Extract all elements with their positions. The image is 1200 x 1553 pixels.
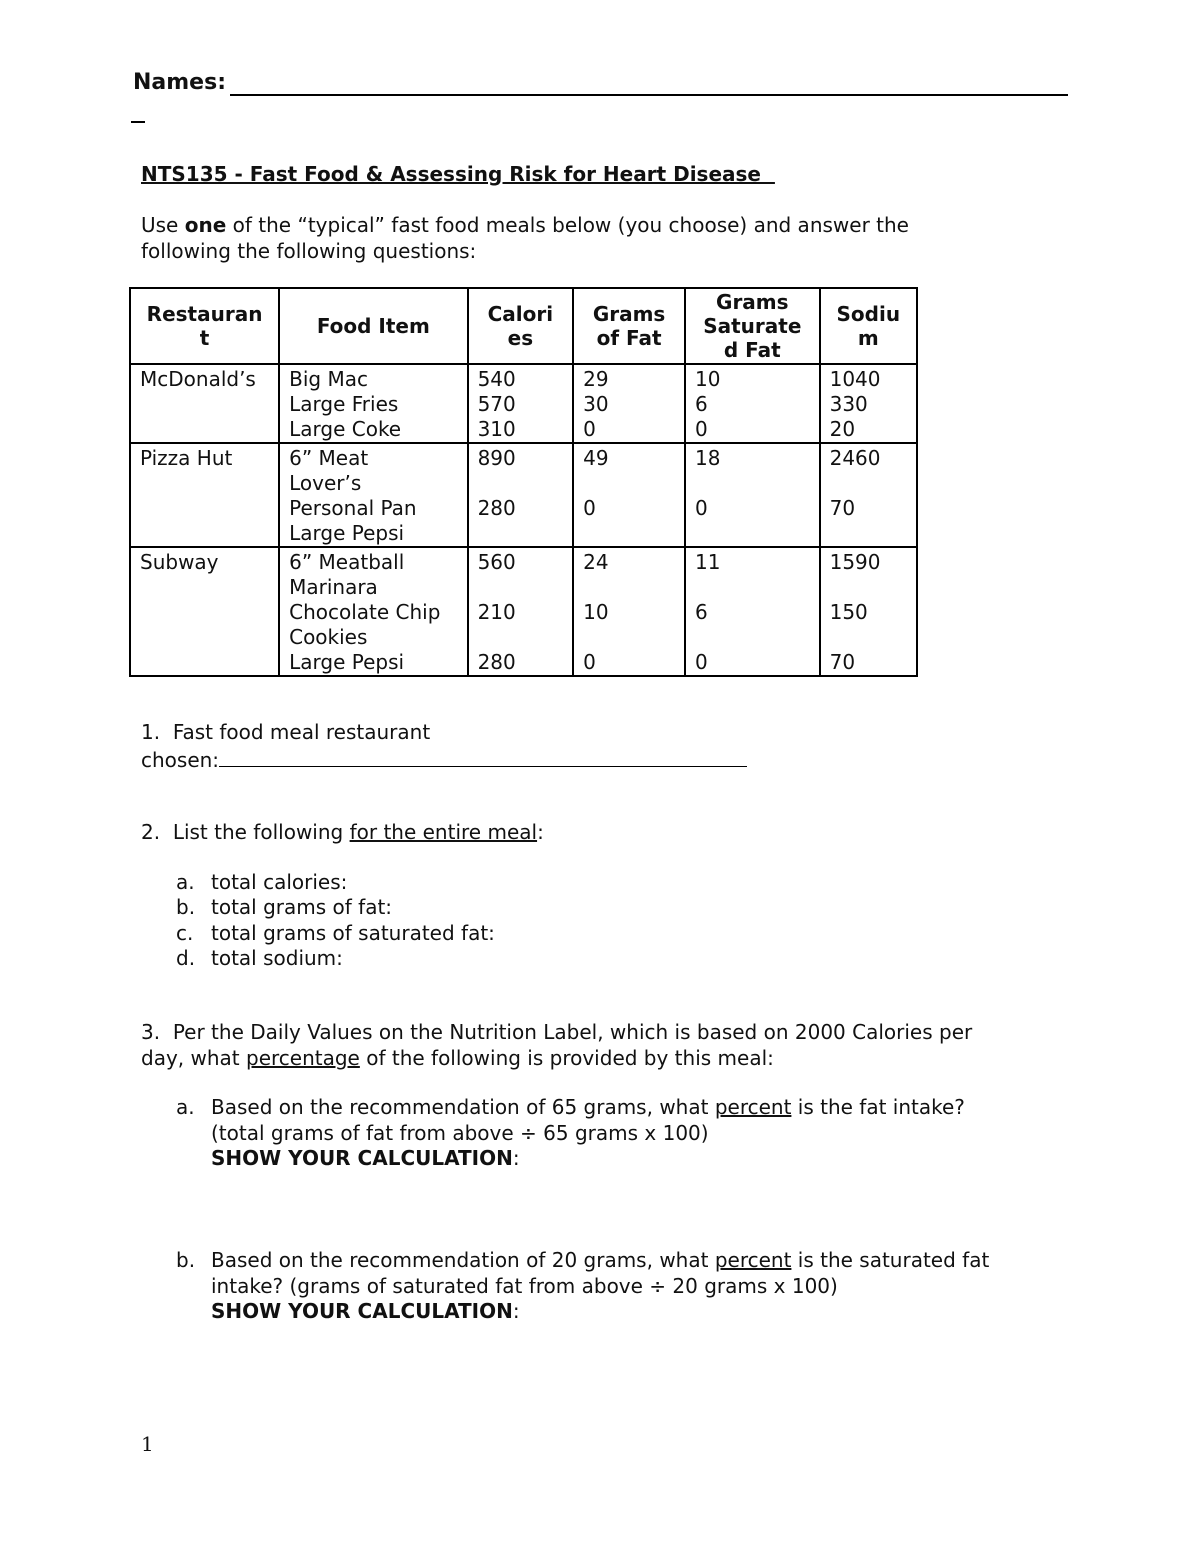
header-saturated-fat: Grams Saturate d Fat	[685, 288, 820, 364]
header-food-item: Food Item	[279, 288, 467, 364]
list-item: b. total grams of fat:	[176, 895, 393, 919]
list-item: a. total calories:	[176, 869, 348, 894]
fast-food-table	[129, 287, 918, 677]
sat-fat-cell: 11 6 0	[685, 547, 820, 676]
fat-cell: 29 30 0	[573, 364, 685, 443]
question-1: 1. Fast food meal restaurant chosen:	[141, 720, 747, 773]
sat-fat-cell: 18 0	[685, 443, 820, 547]
sodium-cell: 1040 330 20	[820, 364, 917, 443]
names-label: Names:	[133, 70, 226, 95]
page-title: NTS135 - Fast Food & Assessing Risk for Heart Disease	[141, 162, 775, 186]
restaurant-cell: Subway	[130, 547, 279, 676]
header-grams-fat: Grams of Fat	[573, 288, 685, 364]
calories-cell: 540 570 310	[468, 364, 574, 443]
question-3a: a. Based on the recommendation of 65 grams, what percent is the fat intake? (total grams of fat from above ÷ 65 grams x 100) SHOW YOUR CALCULATION:	[176, 1095, 965, 1170]
calories-cell: 890 280	[468, 443, 574, 547]
food-items-cell: 6” Meat Lover’s Personal Pan Large Pepsi	[279, 443, 467, 547]
names-blank-line[interactable]	[230, 94, 1068, 96]
restaurant-cell: Pizza Hut	[130, 443, 279, 547]
page-number: 1	[141, 1432, 154, 1456]
table-header-row	[130, 288, 917, 364]
calories-cell: 560 210 280	[468, 547, 574, 676]
food-items-cell: 6” Meatball Marinara Chocolate Chip Cookies Large Pepsi	[279, 547, 467, 676]
sodium-cell: 1590 150 70	[820, 547, 917, 676]
fat-cell: 24 10 0	[573, 547, 685, 676]
sat-fat-cell: 10 6 0	[685, 364, 820, 443]
names-blank-continuation	[131, 121, 145, 123]
restaurant-answer-line[interactable]	[219, 746, 747, 767]
table-row	[130, 364, 917, 443]
header-restaurant: Restauran t	[130, 288, 279, 364]
sodium-cell: 2460 70	[820, 443, 917, 547]
food-items-cell: Big Mac Large Fries Large Coke	[279, 364, 467, 443]
restaurant-cell: McDonald’s	[130, 364, 279, 443]
question-3b: b. Based on the recommendation of 20 grams, what percent is the saturated fat intake? (grams of saturated fat from above ÷ 20 grams x 100) SHOW YOUR CALCULATION:	[176, 1248, 990, 1323]
table-row	[130, 547, 917, 676]
list-item: c. total grams of saturated fat:	[176, 920, 495, 945]
header-sodium: Sodiu m	[820, 288, 917, 364]
question-2: 2. List the following for the entire meal: a. total calories: b. total grams of fat: c. total grams of saturated fat: d. total sodium:	[141, 820, 544, 970]
header-calories: Calori es	[468, 288, 574, 364]
fat-cell: 49 0	[573, 443, 685, 547]
list-item: d. total sodium:	[176, 946, 343, 970]
question-3: 3. Per the Daily Values on the Nutrition Label, which is based on 2000 Calories per day, what percentage of the following is provided by this meal:	[141, 1020, 973, 1070]
table-row	[130, 443, 917, 547]
intro-paragraph: Use one of the “typical” fast food meals below (you choose) and answer the following the following questions:	[141, 213, 909, 263]
